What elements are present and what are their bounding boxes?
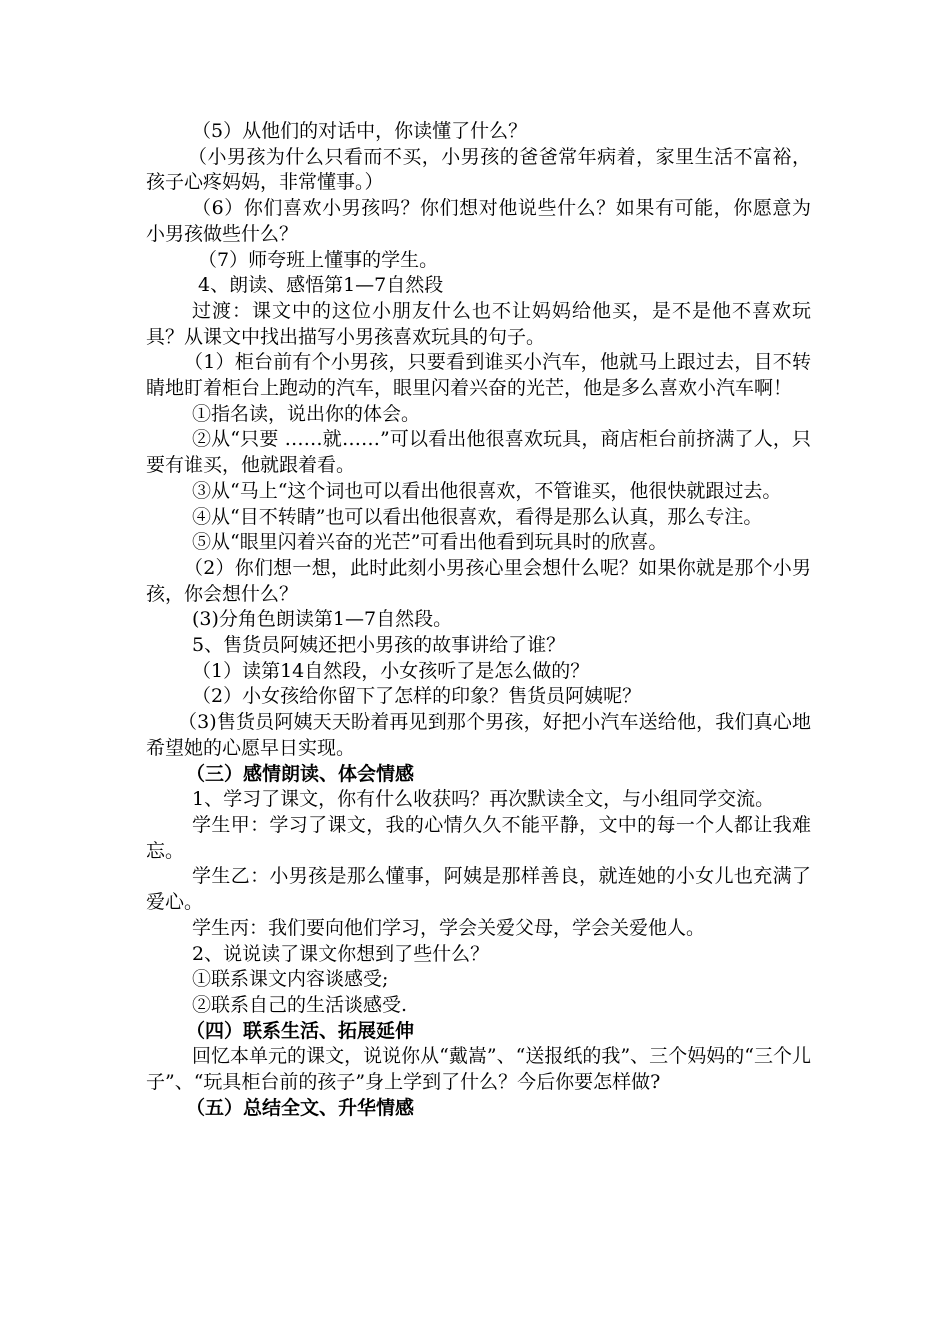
paragraph: ①联系课文内容谈感受; xyxy=(192,968,389,991)
paragraph: ⑤从“眼里闪着兴奋的光芒”可看出他看到玩具时的欣喜。 xyxy=(192,531,668,554)
lesson-plan-body xyxy=(146,119,811,1121)
paragraph: (3)分角色朗读第1—7自然段。 xyxy=(192,608,453,631)
paragraph: （5）从他们的对话中，你读懂了什么？ xyxy=(192,120,528,142)
paragraph: 5、售货员阿姨还把小男孩的故事讲给了谁？ xyxy=(192,634,566,657)
paragraph: （2）小女孩给你留下了怎样的印象？售货员阿姨呢？ xyxy=(192,685,642,708)
paragraph: （2）你们想一想，此时此刻小男孩心里会想什么呢？如果你就是那个小男孩，你会想什么？ xyxy=(146,556,811,605)
paragraph: ④从“目不转睛”也可以看出他很喜欢，看得是那么认真，那么专注。 xyxy=(192,505,763,528)
paragraph: ②联系自己的生活谈感受. xyxy=(192,993,408,1016)
paragraph: 2、说说读了课文你想到了些什么？ xyxy=(192,942,490,965)
section-heading: （五）总结全文、升华情感 xyxy=(186,1096,415,1119)
paragraph: 学生甲：学习了课文，我的心情久久不能平静，文中的每一个人都让我难忘。 xyxy=(146,813,811,862)
paragraph: ①指名读，说出你的体会。 xyxy=(192,402,421,425)
paragraph: ②从“只要 ……就……”可以看出他很喜欢玩具，商店柜台前挤满了人，只要有谁买，他就跟着看。 xyxy=(146,428,811,477)
paragraph: 学生丙：我们要向他们学习，学会关爱父母，学会关爱他人。 xyxy=(192,916,706,939)
paragraph: （小男孩为什么只看而不买，小男孩的爸爸常年病着，家里生活不富裕，孩子心疼妈妈，非常懂事。） xyxy=(146,145,811,194)
paragraph: ③从“马上“这个词也可以看出他很喜欢，不管谁买，他很快就跟过去。 xyxy=(192,479,782,502)
paragraph: 4、朗读、感悟第1—7自然段 xyxy=(198,274,444,297)
paragraph: （7）师夸班上懂事的学生。 xyxy=(198,248,439,271)
paragraph: 学生乙：小男孩是那么懂事，阿姨是那样善良，就连她的小女儿也充满了爱心。 xyxy=(146,865,811,914)
paragraph: （3)售货员阿姨天天盼着再见到那个男孩，好把小汽车送给他，我们真心地希望她的心愿早日实现。 xyxy=(146,711,811,759)
paragraph: （1）柜台前有个小男孩，只要看到谁买小汽车，他就马上跟过去，目不转睛地盯着柜台上跑动的汽车，眼里闪着兴奋的光芒，他是多么喜欢小汽车啊！ xyxy=(146,351,811,400)
section-heading: （四）联系生活、拓展延伸 xyxy=(186,1019,415,1042)
paragraph: （6）你们喜欢小男孩吗？你们想对他说些什么？如果有可能，你愿意为小男孩做些什么？ xyxy=(146,197,811,245)
paragraph: （1）读第14自然段，小女孩听了是怎么做的？ xyxy=(192,659,590,682)
section-heading: （三）感情朗读、体会情感 xyxy=(186,762,415,785)
paragraph: 过渡：课文中的这位小朋友什么也不让妈妈给他买，是不是他不喜欢玩具？从课文中找出描写小男孩喜欢玩具的句子。 xyxy=(146,299,811,348)
paragraph: 1、学习了课文，你有什么收获吗？再次默读全文，与小组同学交流。 xyxy=(192,788,775,811)
paragraph: 回忆本单元的课文，说说你从“戴嵩”、“送报纸的我”、三个妈妈的“三个儿子”、“玩具柜台前的孩子”身上学到了什么？今后你要怎样做? xyxy=(146,1045,811,1094)
